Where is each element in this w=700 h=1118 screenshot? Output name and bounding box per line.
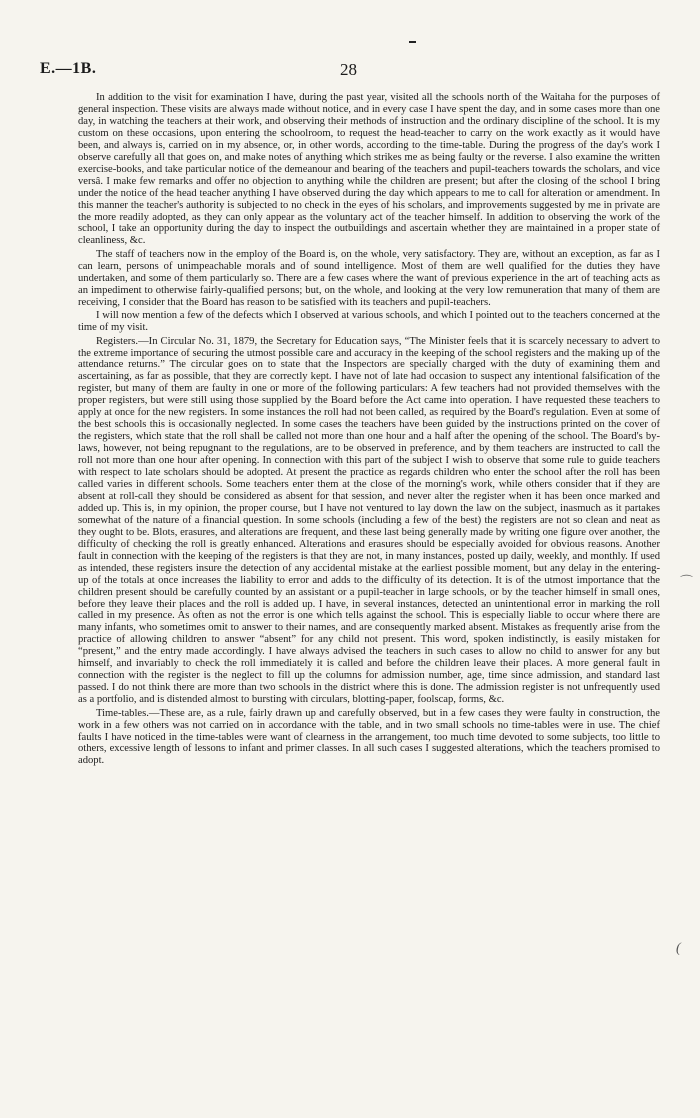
margin-mark-lower: (	[676, 941, 681, 956]
paragraph-teaching-staff: The staff of teachers now in the employ of the Board is, on the whole, very satisfactory. They are, without an exception, as far as I can learn, persons of unimpeachable morals and of sound intelligence. Most of them are well qualified for the duties they have undertaken, and some of them particularly so. There are a few cases where the want of previous experience in the art of teaching acts as an impediment to otherwise fairly-qualified persons; but, on the whole, and looking at the very low remuneration that many of them are receiving, I consider that the Board has reason to be satisfied with its teachers and pupil-teachers.	[78, 248, 660, 308]
paragraph-defects-intro: I will now mention a few of the defects which I observed at various schools, and which I pointed out to the teachers concerned at the time of my visit.	[78, 310, 660, 334]
paragraph-registers: Registers.—In Circular No. 31, 1879, the Secretary for Education says, “The Minister feels that it is scarcely necessary to advert to the extreme importance of securing the utmost possible care and accuracy in the keeping of the school registers and the making up of the attendance returns.” The circular goes on to state that the Inspectors are specially charged with the duty of examining them and ascertaining, as far as possible, that they are correctly kept. I have not of late had occasion to suspect any intentional falsification of the register, but many of them are faulty in one or more of the following particulars: A few teachers had not provided themselves with the proper registers, but were still using those supplied by the Board before the Act came into operation. I have requested these teachers to apply at once for the new registers. In some instances the roll had not been called, as required by the Board's regulation. Even at some of the best schools this is occasionally neglected. In some cases the teachers have been guided by the instructions printed on the cover of the registers, which state that the roll shall be called not more than one hour and a half after the opening of the school. The Board's by-laws, however, not being repugnant to the regulations, are to be observed in preference, and by them teachers are instructed to call the roll not more than one hour after opening. In connection with this part of the subject I wish to observe that some rule to guide teachers with respect to late scholars should be adopted. At present the practice as regards children who enter the school after the roll has been called varies in different schools. Some teachers enter them at the close of the morning's work, while others consider that if they are absent at roll-call they should be considered as absent for that session, and never alter the register when it has been once marked and added up. This is, in my opinion, the proper course, but I have not ventured to lay down the law on the subject, inasmuch as it partakes somewhat of the nature of a financial question. In some schools (including a few of the best) the registers are not so clean and neat as they ought to be. Blots, erasures, and alterations are frequent, and these last being generally made by writing one figure over another, the difficulty of checking the roll is greatly enhanced. Alterations and erasures should be especially avoided for obvious reasons. Another fault in connection with the keeping of the registers is that they are not, in many instances, posted up daily, weekly, and monthly. If used as intended, these registers insure the detection of any accidental mistake at the earliest possible moment, but any delay in the entering-up of the totals at once increases the liability to error and adds to the difficulty of its detection. It is of the utmost importance that the children present should be carefully counted by an assistant or a pupil-teacher in large schools, or by the teacher himself in small ones, before they leave their places and the roll is added up. I have, in several instances, detected an unintentional error in marking the roll called in my presence. As often as not the error is one which tells against the school. This is especially liable to occur where there are many infants, who sometimes omit to answer to their names, and are consequently marked absent. Mistakes as frequently arise from the practice of allowing children to answer “absent” for any child not present. This word, spoken indistinctly, is easily mistaken for “present,” and the entry made accordingly. I have always advised the teachers in such cases to allow no child to answer for any but himself, and invariably to check the roll immediately it is called and before the children leave their places. A more general fault in connection with the register is the neglect to fill up the columns for admission number, age, time since admission, and standard last passed. I do not think there are more than two schools in the district where this is done. The admission register is not unfrequently used as a portfolio, and is distended almost to bursting with circulars, blotting-paper, foolscap, forms, &c.	[78, 335, 660, 706]
page-number: 28	[340, 60, 357, 79]
paragraph-inspection-visits: In addition to the visit for examination I have, during the past year, visited all the schools north of the Waitaha for the purposes of general inspection. These visits are always made without notice, and in every case I have spent the day, and in some cases more than one day, in watching the teachers at their work, and observing their methods of instruction and the ordinary discipline of the school. It is my custom on these occasions, upon entering the schoolroom, to request the head-teacher to carry on the work exactly as it would have been, and always is, carried on in my absence, or, in other words, according to the time-table. During the progress of the day's work I observe carefully all that goes on, and make notes of anything which strikes me as being faulty or the reverse. I also examine the written exercise-books, and take particular notice of the demeanour and bearing of the teachers and pupil-teachers towards the scholars, and vice versâ. I make few remarks and offer no objection to anything while the children are present; but after the closing of the school I bring under the notice of the head teacher anything I have observed during the day which appears to me to call for alteration or amendment. In this manner the teacher's authority is subjected to no check in the eyes of his scholars, and improvements suggested by me in private are the more readily adopted, as they can only appear as the voluntary act of the teacher himself. In addition to observing the work of the school, I take an opportunity during the day to inspect the outbuildings and ascertain whether they are maintained in a proper state of cleanliness, &c.	[78, 92, 660, 247]
document-reference: E.—1B.	[40, 60, 97, 77]
paragraph-time-tables: Time-tables.—These are, as a rule, fairly drawn up and carefully observed, but in a few cases they were faulty in construction, the work in a few others was not carried on in accordance with the table, and in two small schools no time-tables were in use. The chief faults I have noticed in the time-tables were want of clearness in the arrangement, too much time devoted to some subjects, too little to others, excessive length of lessons to infant and primer classes. In all such cases I suggested alterations, which the teachers promised to adopt.	[78, 707, 660, 767]
top-rule-mark	[409, 41, 416, 43]
margin-mark-upper: ⌒	[680, 574, 694, 589]
report-body	[78, 92, 660, 769]
